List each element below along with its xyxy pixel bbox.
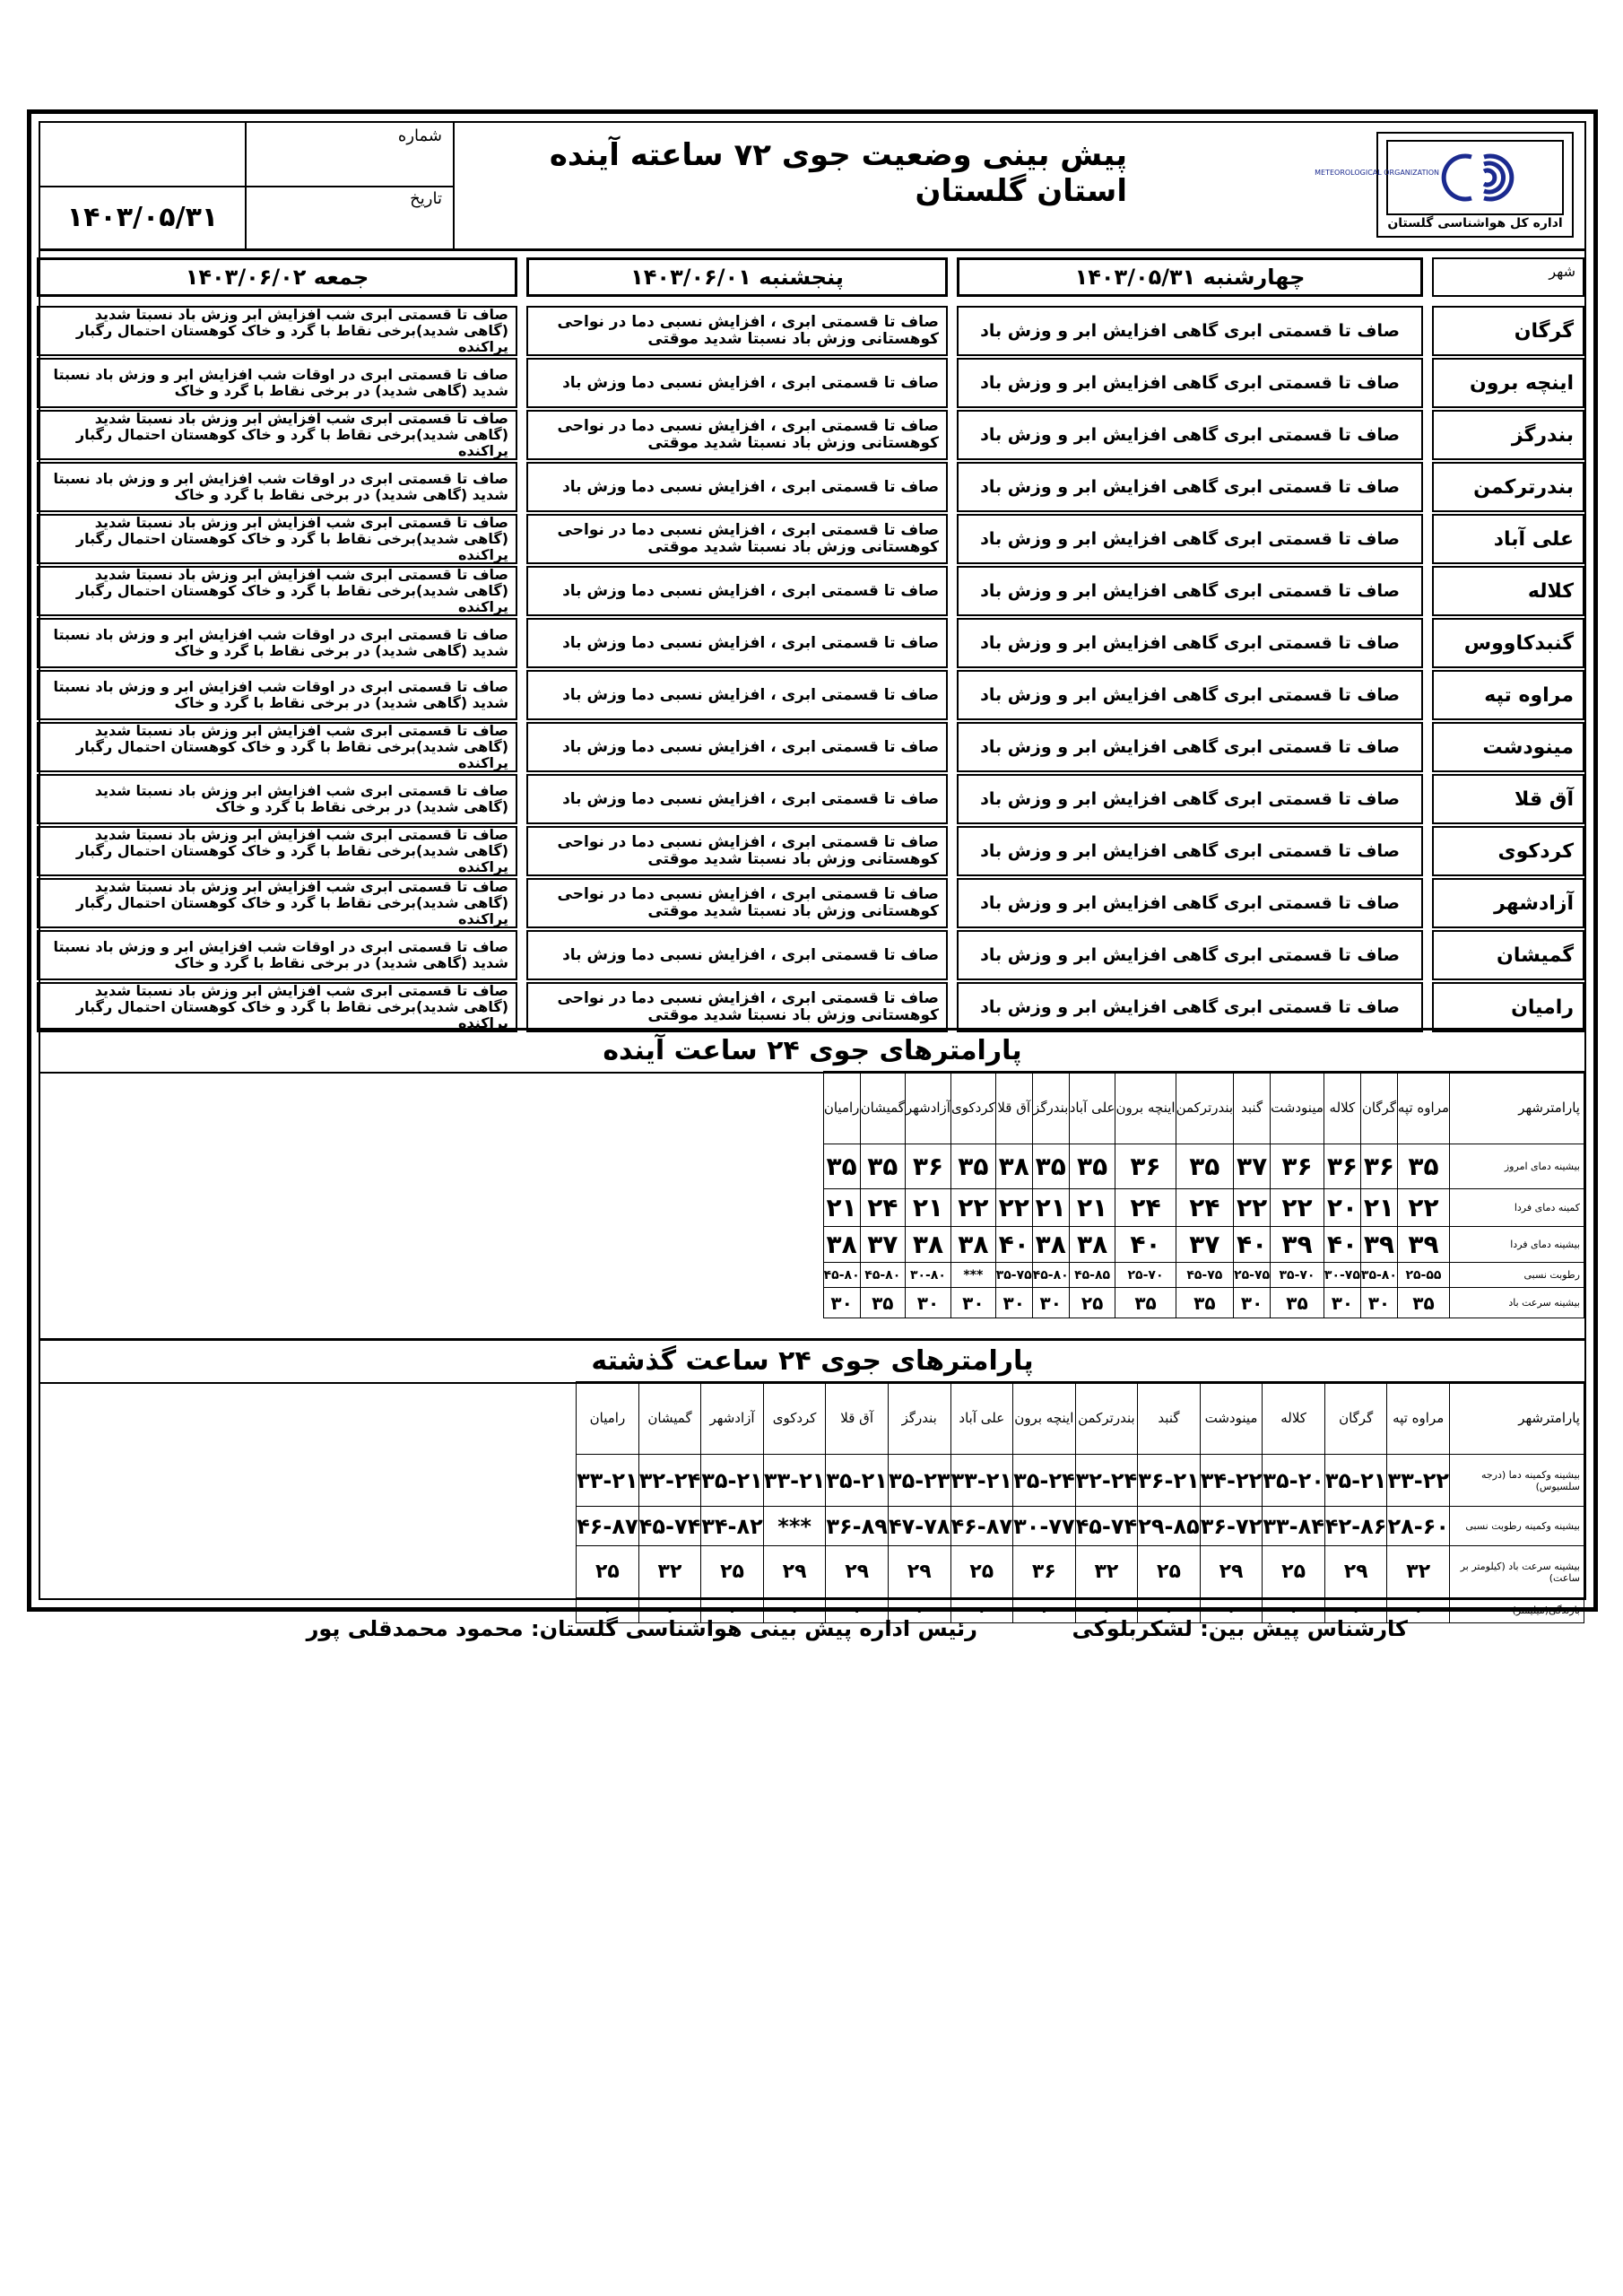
organization-logo	[1315, 132, 1574, 238]
city-column-header: مراوه تپه	[1397, 1072, 1449, 1144]
forecast-row	[40, 566, 1584, 618]
corner-header: پارامترشهر	[1450, 1382, 1584, 1455]
table-cell: ۰	[1138, 1598, 1201, 1623]
table-cell: ۰	[1200, 1598, 1263, 1623]
table-cell: ۳۶	[1115, 1144, 1176, 1189]
table-cell: ۳۰	[1360, 1288, 1397, 1318]
meta-box	[40, 123, 455, 248]
table-cell: ۲۱	[905, 1189, 950, 1227]
date-row	[40, 186, 453, 248]
table-cell: ۳۵-۸۰	[1360, 1263, 1397, 1288]
forecast-day1-cell: صاف تا قسمتی ابری گاهی افزایش ابر و وزش باد	[957, 306, 1423, 356]
table-cell: ۴۵-۸۰	[823, 1263, 860, 1288]
city-column-header: گمیشان	[638, 1382, 701, 1455]
page-title: پیش بینی وضعیت جوی ۷۲ ساعته آینده استان گلستان	[549, 137, 1127, 209]
city-name: گمیشان	[1432, 930, 1584, 980]
city-column-header: کلاله	[1324, 1072, 1360, 1144]
row-label: رطوبت نسبی	[1450, 1263, 1584, 1288]
forecast-day1-cell: صاف تا قسمتی ابری گاهی افزایش ابر و وزش باد	[957, 774, 1423, 824]
table-cell: ۳۵-۲۰	[1263, 1455, 1325, 1507]
table-cell: ۴۰	[1115, 1227, 1176, 1263]
table-row	[577, 1507, 1584, 1546]
city-column-header: رامیان	[577, 1382, 639, 1455]
table-cell: ۴۵-۷۵	[1176, 1263, 1234, 1288]
forecast-day-headers	[40, 257, 1584, 297]
date-value: ۱۴۰۳/۰۵/۳۱	[40, 186, 247, 248]
table-cell: ۰	[577, 1598, 639, 1623]
table-cell: ۳۵	[1271, 1288, 1324, 1318]
forecast-day3-cell: صاف تا قسمتی ابری در اوقات شب افزایش ابر و وزش باد نسبتا شدید (گاهی شدید) در برخی نقاط با گرد و خاک	[37, 618, 517, 668]
table-cell: ۳۰-۸۰	[905, 1263, 950, 1288]
table-cell: ۳۶	[1013, 1546, 1076, 1598]
table-cell: ۳۰	[1324, 1288, 1360, 1318]
table-header-row	[823, 1072, 1584, 1144]
table-cell: ۴۲-۸۶	[1324, 1507, 1387, 1546]
table-cell: ۰	[1013, 1598, 1076, 1623]
forecast-day3-cell: صاف تا قسمتی ابری شب افزایش ابر وزش باد نسبتا شدید (گاهی شدید)برخی نقاط با گرد و خاک کوهستان احتمال رگبار پراکنده	[37, 566, 517, 616]
city-name: بندرگز	[1432, 410, 1584, 460]
table-cell: ***	[950, 1263, 995, 1288]
forecast-row	[40, 358, 1584, 410]
table-cell: ۲۹-۸۵	[1138, 1507, 1201, 1546]
row-label: کمینه دمای فردا	[1450, 1189, 1584, 1227]
forecast-day2-cell: صاف تا قسمتی ابری ، افزایش نسبی دما وزش باد	[526, 618, 948, 668]
table-cell: ۲۵-۵۵	[1397, 1263, 1449, 1288]
city-column-header: گنبد	[1138, 1382, 1201, 1455]
forecast-day1-cell: صاف تا قسمتی ابری گاهی افزایش ابر و وزش باد	[957, 618, 1423, 668]
table-cell: ۳۵	[1397, 1288, 1449, 1318]
forecast-day1-cell: صاف تا قسمتی ابری گاهی افزایش ابر و وزش باد	[957, 462, 1423, 512]
past24-table	[576, 1381, 1584, 1623]
table-cell: ۳۵	[1397, 1144, 1449, 1189]
forecast-day3-cell: صاف تا قسمتی ابری در اوقات شب افزایش ابر و وزش باد نسبتا شدید (گاهی شدید) در برخی نقاط با گرد و خاک	[37, 670, 517, 720]
forecast-day3-cell: صاف تا قسمتی ابری شب افزایش ابر وزش باد نسبتا شدید (گاهی شدید)برخی نقاط با گرد و خاک کوهستان احتمال رگبار پراکنده	[37, 410, 517, 460]
city-column-header: اینچه برون	[1115, 1072, 1176, 1144]
forecast-day1-cell: صاف تا قسمتی ابری گاهی افزایش ابر و وزش باد	[957, 670, 1423, 720]
day-header-1: چهارشنبه ۱۴۰۳/۰۵/۳۱	[957, 257, 1423, 297]
table-cell: ۳۵	[950, 1144, 995, 1189]
table-cell: ***	[763, 1507, 826, 1546]
table-cell: ۰	[826, 1598, 889, 1623]
forecast-row	[40, 826, 1584, 878]
table-cell: ۲۹	[1200, 1546, 1263, 1598]
city-name: مینودشت	[1432, 722, 1584, 772]
table-cell: ۳۸	[823, 1227, 860, 1263]
day-header-2: پنجشنبه ۱۴۰۳/۰۶/۰۱	[526, 257, 948, 297]
city-column-header: کردکوی	[763, 1382, 826, 1455]
table-cell: ۳۵-۲۱	[1324, 1455, 1387, 1507]
table-cell: ۴۵-۸۵	[1069, 1263, 1115, 1288]
table-cell: ۰	[1263, 1598, 1325, 1623]
table-cell: ۲۵	[950, 1546, 1013, 1598]
table-row	[823, 1189, 1584, 1227]
table-cell: ۴۶-۸۷	[577, 1507, 639, 1546]
city-name: کلاله	[1432, 566, 1584, 616]
table-cell: ۳۶	[905, 1144, 950, 1189]
forecast-day3-cell: صاف تا قسمتی ابری در اوقات شب افزایش ابر و وزش باد نسبتا شدید (گاهی شدید) در برخی نقاط با گرد و خاک	[37, 930, 517, 980]
number-label: شماره	[397, 126, 442, 145]
forecast-day2-cell: صاف تا قسمتی ابری ، افزایش نسبی دما در نواحی کوهستانی وزش باد نسبتا شدید موقتی	[526, 410, 948, 460]
forecast-row	[40, 462, 1584, 514]
table-row	[577, 1546, 1584, 1598]
table-cell: ۳۶	[1324, 1144, 1360, 1189]
table-cell: ۴۰	[1324, 1227, 1360, 1263]
row-label: بارندگی(میلیمتر)	[1450, 1598, 1584, 1623]
table-cell: ۳۲	[638, 1546, 701, 1598]
table-cell: ۰	[1324, 1598, 1387, 1623]
table-cell: ۲۲	[1397, 1189, 1449, 1227]
table-cell: ۳۹	[1271, 1227, 1324, 1263]
table-cell: ۳۳-۲۱	[950, 1455, 1013, 1507]
table-cell: ۰	[888, 1598, 950, 1623]
city-column-header: بندرگز	[1032, 1072, 1069, 1144]
table-cell: ۲۲	[950, 1189, 995, 1227]
logo-caption: اداره کل هواشناسی گلستان	[1387, 216, 1563, 230]
table-cell: ۳۶-۸۹	[826, 1507, 889, 1546]
svg-text:METEOROLOGICAL ORGANIZATION: METEOROLOGICAL ORGANIZATION	[1315, 169, 1439, 177]
city-column-header: آزادشهر	[701, 1382, 764, 1455]
forecast-day2-cell: صاف تا قسمتی ابری ، افزایش نسبی دما در نواحی کوهستانی وزش باد نسبتا شدید موقتی	[526, 514, 948, 564]
table-cell: ۲۹	[888, 1546, 950, 1598]
past24-title: پارامترهای جوی ۲۴ ساعت گذشته	[40, 1338, 1584, 1384]
number-row	[40, 123, 453, 187]
forecast-day3-cell: صاف تا قسمتی ابری شب افزایش ابر وزش باد نسبتا شدید (گاهی شدید)برخی نقاط با گرد و خاک کوهستان احتمال رگبار پراکنده	[37, 878, 517, 928]
table-cell: ۲۲	[995, 1189, 1032, 1227]
row-label: بیشینه وکمینه رطوبت نسبی	[1450, 1507, 1584, 1546]
table-cell: ۳۰	[905, 1288, 950, 1318]
table-cell: ۳۰-۷۷	[1013, 1507, 1076, 1546]
table-cell: ۳۸	[995, 1144, 1032, 1189]
table-cell: ۳۰-۷۵	[1324, 1263, 1360, 1288]
document-frame	[27, 109, 1598, 1619]
row-label: بیشینه وکمینه دما (درجه سلسیوس)	[1450, 1455, 1584, 1507]
table-cell: ۳۵	[1032, 1144, 1069, 1189]
table-cell: ۲۵-۷۰	[1115, 1263, 1176, 1288]
table-cell: ۲۰	[1324, 1189, 1360, 1227]
table-cell: ۳۵	[1069, 1144, 1115, 1189]
table-cell: ۲۵	[577, 1546, 639, 1598]
table-cell: ۲۵	[1263, 1546, 1325, 1598]
forecast-row	[40, 514, 1584, 566]
table-cell: ۳۶-۲۱	[1138, 1455, 1201, 1507]
head-signature: رئیس اداره پیش بینی هواشناسی گلستان: محمود محمدقلی پور	[306, 1616, 977, 1641]
city-name: گنبدکاووس	[1432, 618, 1584, 668]
forecast-day1-cell: صاف تا قسمتی ابری گاهی افزایش ابر و وزش باد	[957, 410, 1423, 460]
table-cell: ۲۵-۷۵	[1234, 1263, 1271, 1288]
forecast-day2-cell: صاف تا قسمتی ابری ، افزایش نسبی دما وزش باد	[526, 358, 948, 408]
meteorological-logo-icon	[1315, 139, 1565, 216]
city-name: بندرترکمن	[1432, 462, 1584, 512]
city-column-header: مینودشت	[1271, 1072, 1324, 1144]
table-cell: ۲۹	[763, 1546, 826, 1598]
forecast-row	[40, 670, 1584, 722]
forecast-day2-cell: صاف تا قسمتی ابری ، افزایش نسبی دما وزش باد	[526, 930, 948, 980]
table-cell: ۲۱	[1032, 1189, 1069, 1227]
table-cell: ۳۰	[1234, 1288, 1271, 1318]
city-column-header: گنبد	[1234, 1072, 1271, 1144]
table-row	[823, 1288, 1584, 1318]
city-column-header: بندرترکمن	[1075, 1382, 1138, 1455]
table-cell: ۳۳-۸۴	[1263, 1507, 1325, 1546]
forecast-row	[40, 982, 1584, 1034]
table-cell: ۳۵	[860, 1144, 905, 1189]
forecast-day1-cell: صاف تا قسمتی ابری گاهی افزایش ابر و وزش باد	[957, 826, 1423, 876]
city-column-header: گرگان	[1324, 1382, 1387, 1455]
city-name: آق قلا	[1432, 774, 1584, 824]
city-name: مراوه تپه	[1432, 670, 1584, 720]
table-cell: ۲۵	[1069, 1288, 1115, 1318]
table-cell: ۳۵-۲۳	[888, 1455, 950, 1507]
table-row	[823, 1144, 1584, 1189]
table-cell: ۳۵	[823, 1144, 860, 1189]
row-label: بیشینه سرعت باد (کیلومتر بر ساعت)	[1450, 1546, 1584, 1598]
forecast-day1-cell: صاف تا قسمتی ابری گاهی افزایش ابر و وزش باد	[957, 982, 1423, 1032]
city-column-header: آزادشهر	[905, 1072, 950, 1144]
table-cell: ۴۵-۸۰	[1032, 1263, 1069, 1288]
table-cell: ۴۵-۷۴	[1075, 1507, 1138, 1546]
table-cell: ۳۸	[950, 1227, 995, 1263]
table-cell: ۰	[638, 1598, 701, 1623]
forecast-day1-cell: صاف تا قسمتی ابری گاهی افزایش ابر و وزش باد	[957, 878, 1423, 928]
next24-table	[823, 1071, 1584, 1318]
forecast-day3-cell: صاف تا قسمتی ابری در اوقات شب افزایش ابر و وزش باد نسبتا شدید (گاهی شدید) در برخی نقاط با گرد و خاک	[37, 358, 517, 408]
forecast-day2-cell: صاف تا قسمتی ابری ، افزایش نسبی دما وزش باد	[526, 670, 948, 720]
table-cell: ۳۷	[860, 1227, 905, 1263]
table-cell: ۲۴	[860, 1189, 905, 1227]
table-row	[577, 1455, 1584, 1507]
forecast-day3-cell: صاف تا قسمتی ابری شب افزایش ابر وزش باد نسبتا شدید (گاهی شدید)برخی نقاط با گرد و خاک کوهستان احتمال رگبار پراکنده	[37, 982, 517, 1032]
row-label: بیشینه دمای امروز	[1450, 1144, 1584, 1189]
table-cell: ۳۶	[1360, 1144, 1397, 1189]
table-row	[823, 1227, 1584, 1263]
forecast-row	[40, 878, 1584, 930]
city-column-header: کردکوی	[950, 1072, 995, 1144]
table-cell: ۰	[950, 1598, 1013, 1623]
table-cell: ۰	[1075, 1598, 1138, 1623]
forecast-day3-cell: صاف تا قسمتی ابری شب افزایش ابر وزش باد نسبتا شدید (گاهی شدید)برخی نقاط با گرد و خاک کوهستان احتمال رگبار پراکنده	[37, 826, 517, 876]
row-label: بیشینه سرعت باد	[1450, 1288, 1584, 1318]
table-cell: ۲۱	[823, 1189, 860, 1227]
table-cell: ۳۳-۲۲	[1387, 1455, 1450, 1507]
table-cell: ۳۵	[860, 1288, 905, 1318]
city-name: رامیان	[1432, 982, 1584, 1032]
table-cell: ۳۸	[1069, 1227, 1115, 1263]
table-cell: ۳۷	[1234, 1144, 1271, 1189]
forecaster-signature: کارشناس پیش بین: لشکربلوکی	[1072, 1616, 1408, 1641]
forecast-day2-cell: صاف تا قسمتی ابری ، افزایش نسبی دما در نواحی کوهستانی وزش باد نسبتا شدید موقتی	[526, 826, 948, 876]
table-cell: ۳۸	[1032, 1227, 1069, 1263]
city-column-header: گمیشان	[860, 1072, 905, 1144]
forecast-day3-cell: صاف تا قسمتی ابری شب افزایش ابر وزش باد نسبتا شدید (گاهی شدید)برخی نقاط با گرد و خاک کوهستان احتمال رگبار پراکنده	[37, 514, 517, 564]
forecast-day3-cell: صاف تا قسمتی ابری شب افزایش ابر وزش باد نسبتا شدید (گاهی شدید) در برخی نقاط با گرد و خاک	[37, 774, 517, 824]
city-name: علی آباد	[1432, 514, 1584, 564]
table-cell: ۳۰	[995, 1288, 1032, 1318]
table-cell: ۲۵	[1138, 1546, 1201, 1598]
forecast-day2-cell: صاف تا قسمتی ابری ، افزایش نسبی دما وزش باد	[526, 462, 948, 512]
table-cell: ۰	[763, 1598, 826, 1623]
table-cell: ۳۴-۲۲	[1200, 1455, 1263, 1507]
city-column-header: بندرگز	[888, 1382, 950, 1455]
forecast-day1-cell: صاف تا قسمتی ابری گاهی افزایش ابر و وزش باد	[957, 358, 1423, 408]
table-cell: ۳۳-۲۱	[577, 1455, 639, 1507]
forecast-row	[40, 618, 1584, 670]
city-name: آزادشهر	[1432, 878, 1584, 928]
city-column-header: آق قلا	[995, 1072, 1032, 1144]
table-cell: ۳۵-۲۱	[701, 1455, 764, 1507]
forecast-day3-cell: صاف تا قسمتی ابری در اوقات شب افزایش ابر و وزش باد نسبتا شدید (گاهی شدید) در برخی نقاط با گرد و خاک	[37, 462, 517, 512]
table-cell: ۴۶-۸۷	[950, 1507, 1013, 1546]
city-column-header: بندرترکمن	[1176, 1072, 1234, 1144]
city-column-header: مینودشت	[1200, 1382, 1263, 1455]
forecast-row	[40, 722, 1584, 774]
table-cell: ۳۹	[1360, 1227, 1397, 1263]
table-cell: ۰	[1387, 1598, 1450, 1623]
table-cell: ۳۰	[950, 1288, 995, 1318]
city-column-header: کلاله	[1263, 1382, 1325, 1455]
forecast-day3-cell: صاف تا قسمتی ابری شب افزایش ابر وزش باد نسبتا شدید (گاهی شدید)برخی نقاط با گرد و خاک کوهستان احتمال رگبار پراکنده	[37, 306, 517, 356]
table-cell: ۳۳-۲۱	[763, 1455, 826, 1507]
city-column-header: شهر	[1432, 257, 1584, 297]
next24-title: پارامترهای جوی ۲۴ ساعت آینده	[40, 1028, 1584, 1074]
table-cell: ۳۷	[1176, 1227, 1234, 1263]
table-cell: ۳۵	[1176, 1288, 1234, 1318]
table-cell: ۲۱	[1360, 1189, 1397, 1227]
table-cell: ۳۰	[823, 1288, 860, 1318]
table-cell: ۲۴	[1176, 1189, 1234, 1227]
forecast-day2-cell: صاف تا قسمتی ابری ، افزایش نسبی دما در نواحی کوهستانی وزش باد نسبتا شدید موقتی	[526, 306, 948, 356]
forecast-row	[40, 930, 1584, 982]
number-value	[40, 123, 247, 186]
table-cell: ۳۹	[1397, 1227, 1449, 1263]
table-cell: ۳۵	[1115, 1288, 1176, 1318]
city-column-header: اینچه برون	[1013, 1382, 1076, 1455]
date-label: تاریخ	[410, 189, 442, 208]
table-cell: ۳۲	[1075, 1546, 1138, 1598]
table-cell: ۴۵-۸۰	[860, 1263, 905, 1288]
day-header-3: جمعه ۱۴۰۳/۰۶/۰۲	[37, 257, 517, 297]
city-column-header: مراوه تپه	[1387, 1382, 1450, 1455]
table-row	[823, 1263, 1584, 1288]
table-cell: ۳۵-۷۰	[1271, 1263, 1324, 1288]
table-cell: ۳۴-۸۲	[701, 1507, 764, 1546]
city-name: اینچه برون	[1432, 358, 1584, 408]
table-cell: ۳۲-۲۴	[1075, 1455, 1138, 1507]
table-cell: ۳۲-۲۴	[638, 1455, 701, 1507]
table-cell: ۳۵-۲۱	[826, 1455, 889, 1507]
forecast-day3-cell: صاف تا قسمتی ابری شب افزایش ابر وزش باد نسبتا شدید (گاهی شدید)برخی نقاط با گرد و خاک کوهستان احتمال رگبار پراکنده	[37, 722, 517, 772]
table-cell: ۲۱	[1069, 1189, 1115, 1227]
corner-header: پارامترشهر	[1450, 1072, 1584, 1144]
forecast-day1-cell: صاف تا قسمتی ابری گاهی افزایش ابر و وزش باد	[957, 514, 1423, 564]
table-cell: ۴۰	[1234, 1227, 1271, 1263]
table-header-row	[577, 1382, 1584, 1455]
city-name: کردکوی	[1432, 826, 1584, 876]
table-cell: ۲۹	[826, 1546, 889, 1598]
table-cell: ۴۷-۷۸	[888, 1507, 950, 1546]
table-cell: ۲۴	[1115, 1189, 1176, 1227]
forecast-day1-cell: صاف تا قسمتی ابری گاهی افزایش ابر و وزش باد	[957, 566, 1423, 616]
document-inner-frame	[39, 121, 1586, 1619]
table-cell: ۳۸	[905, 1227, 950, 1263]
table-cell: ۳۵	[1176, 1144, 1234, 1189]
table-cell: ۲۲	[1234, 1189, 1271, 1227]
table-cell: ۴۰	[995, 1227, 1032, 1263]
table-cell: ۲۲	[1271, 1189, 1324, 1227]
table-cell: ۳۲	[1387, 1546, 1450, 1598]
table-cell: ۲۸-۶۰	[1387, 1507, 1450, 1546]
table-cell: ۳۶-۷۲	[1200, 1507, 1263, 1546]
table-cell: ۳۰	[1032, 1288, 1069, 1318]
forecast-day2-cell: صاف تا قسمتی ابری ، افزایش نسبی دما در نواحی کوهستانی وزش باد نسبتا شدید موقتی	[526, 982, 948, 1032]
city-column-header: رامیان	[823, 1072, 860, 1144]
forecast-day2-cell: صاف تا قسمتی ابری ، افزایش نسبی دما وزش باد	[526, 774, 948, 824]
city-column-header: گرگان	[1360, 1072, 1397, 1144]
table-cell: ۴۵-۷۴	[638, 1507, 701, 1546]
city-name: گرگان	[1432, 306, 1584, 356]
row-label: بیشینه دمای فردا	[1450, 1227, 1584, 1263]
table-cell: ۲۹	[1324, 1546, 1387, 1598]
table-cell: ۳۶	[1271, 1144, 1324, 1189]
forecast-row	[40, 410, 1584, 462]
table-cell: ۳۵-۲۴	[1013, 1455, 1076, 1507]
forecast-row	[40, 774, 1584, 826]
header	[40, 123, 1584, 251]
forecast-day1-cell: صاف تا قسمتی ابری گاهی افزایش ابر و وزش باد	[957, 930, 1423, 980]
forecast-day2-cell: صاف تا قسمتی ابری ، افزایش نسبی دما وزش باد	[526, 566, 948, 616]
city-column-header: علی آباد	[1069, 1072, 1115, 1144]
table-cell: ۰	[701, 1598, 764, 1623]
forecast-day2-cell: صاف تا قسمتی ابری ، افزایش نسبی دما در نواحی کوهستانی وزش باد نسبتا شدید موقتی	[526, 878, 948, 928]
forecast-day1-cell: صاف تا قسمتی ابری گاهی افزایش ابر و وزش باد	[957, 722, 1423, 772]
forecast-row	[40, 306, 1584, 358]
table-cell: ۲۵	[701, 1546, 764, 1598]
city-column-header: علی آباد	[950, 1382, 1013, 1455]
forecast-day2-cell: صاف تا قسمتی ابری ، افزایش نسبی دما وزش باد	[526, 722, 948, 772]
table-cell: ۳۵-۷۵	[995, 1263, 1032, 1288]
city-column-header: آق قلا	[826, 1382, 889, 1455]
